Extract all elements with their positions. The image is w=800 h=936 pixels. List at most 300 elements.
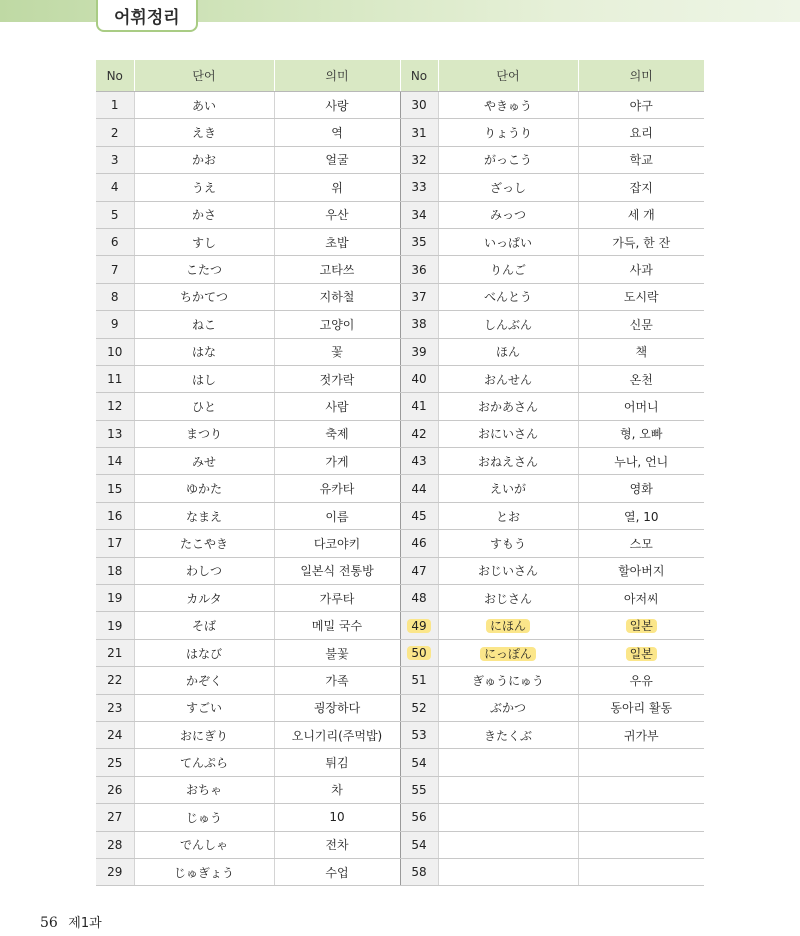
- cell-no: [400, 502, 438, 529]
- cell-word: [134, 420, 274, 447]
- cell-no: [400, 420, 438, 447]
- cell-no: [96, 393, 134, 420]
- word-text: じゅぎょう: [173, 865, 234, 880]
- no-text: 54: [411, 837, 427, 852]
- cell-no: [400, 667, 438, 694]
- cell-no: [400, 338, 438, 365]
- chapter-label: 제1과: [68, 916, 102, 931]
- cell-no: [400, 201, 438, 228]
- cell-no: [96, 749, 134, 776]
- cell-meaning: [274, 804, 400, 831]
- header-meaning: 의미: [274, 60, 400, 92]
- no-text: 19: [107, 591, 123, 606]
- no-text: 25: [107, 755, 123, 770]
- meaning-text: 차: [331, 783, 343, 798]
- no-text: 44: [411, 481, 427, 496]
- cell-no: [96, 639, 134, 666]
- no-text: 18: [107, 563, 123, 578]
- cell-meaning: [274, 393, 400, 420]
- meaning-text: 초밥: [325, 235, 349, 250]
- table-row: [96, 92, 704, 119]
- meaning-text: 가루타: [319, 591, 355, 606]
- cell-word: [438, 283, 578, 310]
- meaning-text: 굉장하다: [313, 701, 361, 716]
- cell-word: [134, 749, 274, 776]
- cell-word: [134, 311, 274, 338]
- cell-meaning: [274, 530, 400, 557]
- cell-word: [134, 475, 274, 502]
- word-text: みっつ: [489, 208, 526, 223]
- cell-no: [400, 475, 438, 502]
- cell-word: [438, 749, 578, 776]
- header-meaning: 의미: [578, 60, 704, 92]
- cell-meaning: [274, 776, 400, 803]
- cell-no: [400, 146, 438, 173]
- table-row: [96, 612, 704, 639]
- meaning-text: 불꽃: [325, 646, 349, 661]
- cell-no: [400, 393, 438, 420]
- cell-meaning: [578, 365, 704, 392]
- no-text: 22: [107, 673, 123, 688]
- table-row: [96, 585, 704, 612]
- word-text: うえ: [191, 180, 216, 195]
- word-text: とお: [495, 509, 520, 524]
- cell-meaning: [578, 502, 704, 529]
- word-text: おねえさん: [477, 454, 538, 469]
- no-text: 31: [411, 125, 427, 140]
- meaning-text: 일본: [626, 619, 657, 633]
- meaning-text: 축제: [325, 427, 349, 442]
- cell-no: [96, 612, 134, 639]
- cell-no: [400, 365, 438, 392]
- cell-word: [438, 119, 578, 146]
- cell-word: [438, 338, 578, 365]
- cell-meaning: [578, 228, 704, 255]
- header-word: 단어: [134, 60, 274, 92]
- cell-meaning: [578, 776, 704, 803]
- cell-meaning: [274, 721, 400, 748]
- cell-meaning: [578, 448, 704, 475]
- word-text: てんぷら: [179, 756, 228, 771]
- meaning-text: 요리: [629, 126, 653, 141]
- no-text: 29: [107, 865, 123, 880]
- cell-word: [134, 831, 274, 858]
- cell-no: [400, 557, 438, 584]
- meaning-text: 할아버지: [618, 564, 665, 579]
- word-text: はな: [191, 345, 216, 360]
- meaning-text: 고타쓰: [319, 263, 355, 278]
- cell-meaning: [578, 639, 704, 666]
- cell-word: [438, 585, 578, 612]
- table-row: [96, 858, 704, 885]
- word-text: はし: [191, 372, 216, 387]
- meaning-text: 튀김: [325, 756, 349, 771]
- table-row: [96, 420, 704, 447]
- no-text: 27: [107, 810, 123, 825]
- no-text: 42: [411, 426, 427, 441]
- word-text: こたつ: [185, 263, 222, 278]
- cell-no: [96, 174, 134, 201]
- cell-meaning: [578, 174, 704, 201]
- meaning-text: 얼굴: [325, 153, 349, 168]
- cell-word: [438, 448, 578, 475]
- meaning-text: 세 개: [627, 208, 655, 223]
- word-text: おじさん: [483, 591, 532, 606]
- cell-word: [134, 721, 274, 748]
- cell-meaning: [578, 667, 704, 694]
- meaning-text: 오니기리(주먹밥): [291, 728, 383, 743]
- word-text: まつり: [185, 427, 222, 442]
- no-text: 26: [107, 782, 123, 797]
- cell-meaning: [578, 858, 704, 885]
- cell-word: [438, 365, 578, 392]
- cell-no: [400, 174, 438, 201]
- table-row: [96, 639, 704, 666]
- no-text: 47: [411, 563, 427, 578]
- cell-meaning: [578, 393, 704, 420]
- cell-word: [134, 667, 274, 694]
- cell-meaning: [274, 228, 400, 255]
- cell-word: [438, 311, 578, 338]
- meaning-text: 어머니: [623, 399, 659, 414]
- word-text: みせ: [191, 454, 216, 469]
- no-text: 2: [110, 125, 119, 140]
- cell-word: [438, 502, 578, 529]
- cell-no: [400, 228, 438, 255]
- table-header-row: [96, 60, 704, 92]
- cell-no: [96, 858, 134, 885]
- table-row: [96, 338, 704, 365]
- meaning-text: 사람: [325, 399, 349, 414]
- cell-no: [400, 831, 438, 858]
- cell-word: [438, 694, 578, 721]
- cell-meaning: [274, 146, 400, 173]
- meaning-text: 스모: [629, 536, 653, 551]
- meaning-text: 학교: [629, 153, 653, 168]
- cell-meaning: [274, 612, 400, 639]
- word-text: おにぎり: [179, 728, 228, 743]
- no-text: 16: [107, 509, 123, 524]
- cell-meaning: [578, 585, 704, 612]
- cell-no: [96, 448, 134, 475]
- word-text: なまえ: [185, 509, 222, 524]
- cell-no: [400, 858, 438, 885]
- cell-meaning: [578, 804, 704, 831]
- word-text: いっぱい: [483, 235, 532, 250]
- no-text: 24: [107, 728, 123, 743]
- meaning-text: 젓가락: [319, 372, 355, 387]
- cell-meaning: [578, 831, 704, 858]
- table-row: [96, 749, 704, 776]
- word-text: かさ: [191, 208, 216, 223]
- table-row: [96, 201, 704, 228]
- table-row: [96, 721, 704, 748]
- no-text: 37: [411, 289, 427, 304]
- cell-word: [438, 639, 578, 666]
- cell-word: [438, 256, 578, 283]
- cell-no: [96, 721, 134, 748]
- cell-no: [96, 530, 134, 557]
- meaning-text: 다코야키: [313, 536, 361, 551]
- cell-word: [134, 557, 274, 584]
- cell-word: [438, 228, 578, 255]
- cell-word: [438, 530, 578, 557]
- cell-word: [438, 831, 578, 858]
- cell-no: [400, 311, 438, 338]
- cell-word: [438, 146, 578, 173]
- no-text: 53: [411, 728, 427, 743]
- no-text: 40: [411, 372, 427, 387]
- cell-meaning: [274, 365, 400, 392]
- cell-word: [134, 694, 274, 721]
- cell-meaning: [578, 283, 704, 310]
- cell-no: [96, 557, 134, 584]
- word-text: すし: [191, 235, 216, 250]
- cell-meaning: [578, 256, 704, 283]
- no-text: 36: [411, 262, 427, 277]
- cell-word: [134, 639, 274, 666]
- page-footer: [40, 912, 102, 931]
- cell-meaning: [578, 92, 704, 119]
- table-row: [96, 174, 704, 201]
- table-row: [96, 667, 704, 694]
- cell-meaning: [274, 256, 400, 283]
- table-row: [96, 530, 704, 557]
- cell-meaning: [274, 475, 400, 502]
- cell-meaning: [274, 448, 400, 475]
- cell-no: [96, 311, 134, 338]
- cell-meaning: [578, 311, 704, 338]
- no-text: 6: [110, 235, 119, 250]
- cell-meaning: [274, 557, 400, 584]
- word-text: すもう: [489, 536, 526, 551]
- meaning-text: 아저씨: [623, 591, 659, 606]
- cell-no: [96, 420, 134, 447]
- table-row: [96, 502, 704, 529]
- meaning-text: 이름: [325, 509, 349, 524]
- cell-meaning: [578, 612, 704, 639]
- word-text: ゆかた: [185, 482, 222, 497]
- no-text: 49: [407, 619, 430, 633]
- cell-meaning: [274, 639, 400, 666]
- meaning-text: 수업: [325, 865, 349, 880]
- no-text: 38: [411, 317, 427, 332]
- cell-word: [134, 228, 274, 255]
- no-text: 33: [411, 180, 427, 195]
- cell-word: [438, 804, 578, 831]
- cell-meaning: [274, 831, 400, 858]
- word-text: がっこう: [483, 153, 532, 168]
- cell-word: [134, 530, 274, 557]
- cell-no: [96, 338, 134, 365]
- table-row: [96, 694, 704, 721]
- table-row: [96, 448, 704, 475]
- no-text: 34: [411, 207, 427, 222]
- cell-meaning: [274, 667, 400, 694]
- no-text: 52: [411, 700, 427, 715]
- cell-meaning: [578, 721, 704, 748]
- word-text: すごい: [185, 701, 222, 716]
- cell-no: [96, 92, 134, 119]
- cell-no: [400, 119, 438, 146]
- meaning-text: 온천: [629, 372, 653, 387]
- word-text: きたくぶ: [483, 728, 532, 743]
- no-text: 50: [407, 646, 430, 660]
- no-text: 8: [110, 289, 119, 304]
- word-text: ざっし: [489, 180, 526, 195]
- cell-meaning: [274, 92, 400, 119]
- cell-word: [438, 612, 578, 639]
- meaning-text: 메밀 국수: [311, 619, 363, 634]
- no-text: 10: [107, 344, 123, 359]
- meaning-text: 꽃: [331, 345, 343, 360]
- page-title: 어휘정리: [96, 0, 198, 32]
- word-text: おちゃ: [185, 783, 222, 798]
- word-text: たこやき: [179, 536, 228, 551]
- meaning-text: 우산: [325, 208, 349, 223]
- cell-meaning: [274, 585, 400, 612]
- cell-no: [400, 612, 438, 639]
- cell-no: [400, 530, 438, 557]
- no-text: 30: [411, 98, 427, 113]
- cell-word: [134, 92, 274, 119]
- word-text: ひと: [191, 399, 216, 414]
- cell-no: [96, 201, 134, 228]
- cell-no: [96, 804, 134, 831]
- header-word: 단어: [438, 60, 578, 92]
- cell-word: [134, 502, 274, 529]
- cell-word: [134, 283, 274, 310]
- meaning-text: 사랑: [325, 98, 349, 113]
- cell-meaning: [578, 420, 704, 447]
- no-text: 43: [411, 454, 427, 469]
- word-text: おじいさん: [477, 564, 538, 579]
- cell-no: [96, 365, 134, 392]
- no-text: 46: [411, 536, 427, 551]
- cell-meaning: [578, 146, 704, 173]
- word-text: にっぽん: [480, 647, 536, 661]
- meaning-text: 가득, 한 잔: [612, 235, 671, 250]
- cell-meaning: [578, 694, 704, 721]
- table-row: [96, 146, 704, 173]
- word-text: でんしゃ: [179, 838, 228, 853]
- cell-meaning: [274, 694, 400, 721]
- cell-word: [134, 119, 274, 146]
- cell-no: [400, 283, 438, 310]
- no-text: 9: [110, 317, 119, 332]
- no-text: 11: [107, 372, 123, 387]
- no-text: 19: [107, 618, 123, 633]
- cell-meaning: [274, 420, 400, 447]
- cell-word: [134, 338, 274, 365]
- meaning-text: 가족: [325, 673, 349, 688]
- cell-meaning: [274, 201, 400, 228]
- meaning-text: 잡지: [629, 180, 653, 195]
- word-text: べんとう: [483, 290, 532, 305]
- no-text: 45: [411, 509, 427, 524]
- page-number: 56: [40, 915, 58, 931]
- cell-no: [400, 749, 438, 776]
- cell-word: [438, 475, 578, 502]
- no-text: 12: [107, 399, 123, 414]
- cell-no: [96, 831, 134, 858]
- word-text: そば: [191, 619, 216, 634]
- cell-word: [134, 612, 274, 639]
- cell-no: [400, 92, 438, 119]
- cell-meaning: [274, 174, 400, 201]
- cell-no: [96, 256, 134, 283]
- cell-word: [438, 174, 578, 201]
- cell-meaning: [578, 530, 704, 557]
- cell-meaning: [274, 119, 400, 146]
- word-text: にほん: [486, 619, 530, 633]
- cell-no: [400, 256, 438, 283]
- meaning-text: 역: [331, 126, 343, 141]
- word-text: おかあさん: [477, 399, 538, 414]
- meaning-text: 가게: [325, 454, 349, 469]
- meaning-text: 일본식 전통방: [300, 564, 374, 579]
- word-text: ねこ: [191, 317, 216, 332]
- cell-meaning: [274, 502, 400, 529]
- meaning-text: 우유: [629, 673, 653, 688]
- word-text: おにいさん: [477, 427, 538, 442]
- cell-meaning: [274, 283, 400, 310]
- cell-meaning: [578, 338, 704, 365]
- cell-no: [400, 639, 438, 666]
- meaning-text: 누나, 언니: [614, 454, 669, 469]
- cell-meaning: [578, 119, 704, 146]
- word-text: わしつ: [185, 564, 222, 579]
- word-text: りんご: [489, 263, 526, 278]
- header-no: No: [96, 60, 134, 92]
- no-text: 54: [411, 755, 427, 770]
- table-row: [96, 365, 704, 392]
- cell-word: [134, 858, 274, 885]
- no-text: 14: [107, 454, 123, 469]
- no-text: 13: [107, 426, 123, 441]
- table-row: [96, 311, 704, 338]
- cell-word: [134, 256, 274, 283]
- meaning-text: 귀가부: [623, 728, 659, 743]
- word-text: りょうり: [483, 126, 532, 141]
- meaning-text: 위: [331, 180, 343, 195]
- meaning-text: 사과: [629, 263, 653, 278]
- cell-no: [400, 694, 438, 721]
- cell-word: [134, 393, 274, 420]
- cell-no: [96, 119, 134, 146]
- table-body: [96, 92, 704, 886]
- no-text: 39: [411, 344, 427, 359]
- word-text: かぞく: [185, 673, 222, 688]
- word-text: はなび: [185, 646, 222, 661]
- cell-no: [96, 475, 134, 502]
- meaning-text: 10: [329, 810, 345, 825]
- table-row: [96, 393, 704, 420]
- cell-word: [134, 804, 274, 831]
- no-text: 15: [107, 481, 123, 496]
- cell-no: [400, 585, 438, 612]
- cell-meaning: [578, 557, 704, 584]
- cell-meaning: [578, 201, 704, 228]
- meaning-text: 열, 10: [624, 509, 659, 524]
- cell-meaning: [578, 749, 704, 776]
- table-row: [96, 804, 704, 831]
- no-text: 5: [110, 207, 119, 222]
- no-text: 35: [411, 235, 427, 250]
- word-text: えいが: [489, 482, 526, 497]
- table-row: [96, 475, 704, 502]
- no-text: 28: [107, 837, 123, 852]
